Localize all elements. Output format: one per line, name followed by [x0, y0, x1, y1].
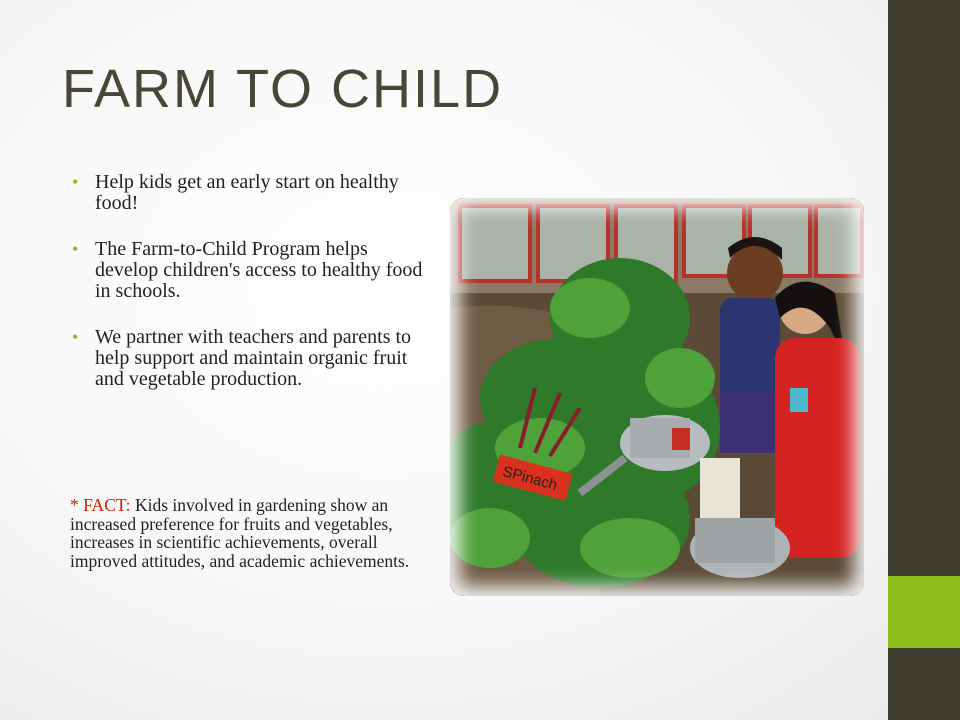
bullet-text: We partner with teachers and parents to help support and maintain organic fruit and vegetable production. — [95, 326, 412, 390]
bullet-icon: • — [72, 239, 79, 259]
slide-title: FARM TO CHILD — [62, 59, 504, 119]
bullet-item — [70, 239, 430, 302]
fact-label: * FACT: — [70, 495, 135, 515]
garden-photo — [450, 198, 864, 596]
bullet-item — [70, 172, 430, 214]
bullet-text: Help kids get an early start on healthy food! — [95, 171, 399, 214]
bullet-list — [70, 172, 430, 415]
bullet-text: The Farm-to-Child Program helps develop children's access to healthy food in schools. — [95, 238, 423, 302]
bullet-icon: • — [72, 172, 79, 192]
fact-paragraph — [70, 496, 430, 570]
bullet-icon: • — [72, 327, 79, 347]
sign-text: SPinach — [500, 463, 559, 494]
garden-photo-illustration — [450, 198, 864, 596]
bullet-item — [70, 327, 430, 390]
fact-text: Kids involved in gardening show an increased preference for fruits and vegetables, increases in scientific achievements, overall improved attitudes, and academic achievements. — [70, 495, 410, 571]
accent-square — [888, 576, 960, 648]
